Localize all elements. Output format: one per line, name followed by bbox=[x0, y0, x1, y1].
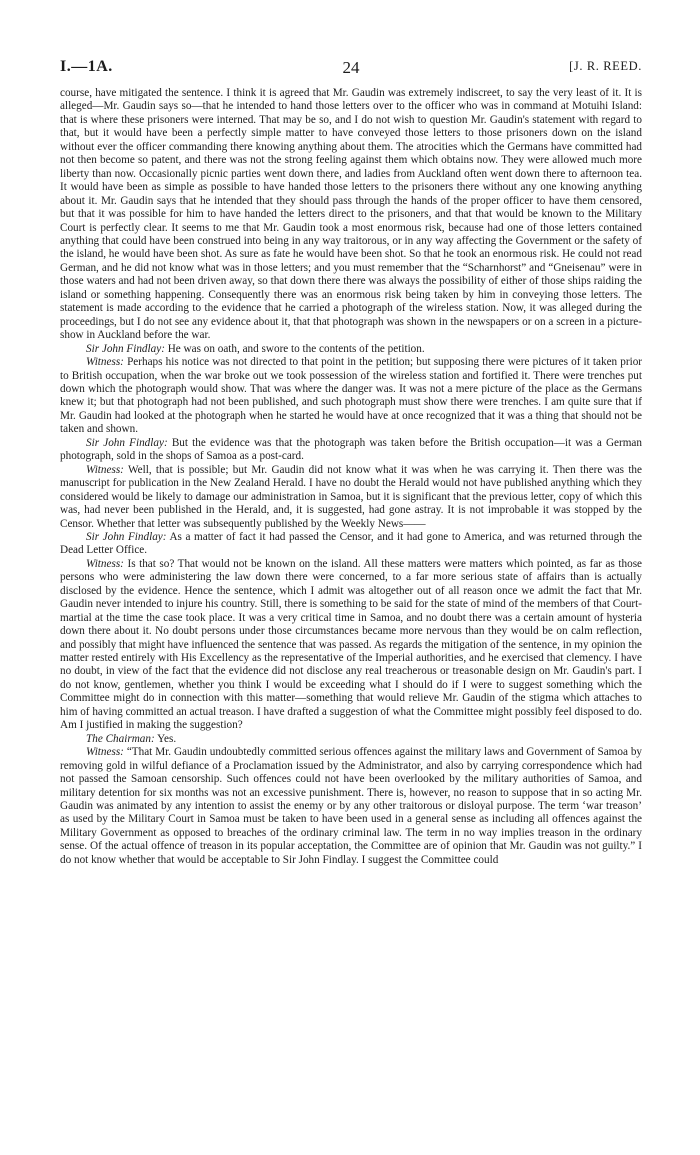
speaker-label: Witness: bbox=[86, 557, 124, 570]
speaker-name-header: [J. R. REED. bbox=[569, 59, 642, 73]
speaker-label: The Chairman: bbox=[86, 732, 155, 745]
paragraph bbox=[60, 746, 642, 867]
speaker-label: Sir John Findlay: bbox=[86, 530, 167, 543]
paragraph-text: Well, that is possible; but Mr. Gaudin did not know what it was when he was carrying it. Then there was the manuscript for publication in the New Zealand Herald. I have no doubt the Herald would not have published anything which they considered would be likely to damage our administration in Samoa, but it is significant that the previous letter, copy of which this was, had never been published in the Herald, and, it is suggested, had gone astray. It is not improbable it was stopped by the Censor. Whether that letter was subsequently published by the Weekly News—— bbox=[60, 463, 642, 530]
page-body bbox=[60, 87, 642, 867]
speaker-label: Sir John Findlay: bbox=[86, 436, 168, 449]
paragraph bbox=[60, 558, 642, 733]
speaker-label: Witness: bbox=[86, 463, 124, 476]
paragraph-text: But the evidence was that the photograph was taken before the British occupation—it was a German photograph, sold in the shops of Samoa as a post-card. bbox=[60, 436, 642, 463]
paragraph-text: “That Mr. Gaudin undoubtedly committed serious offences against the military laws and Government of Samoa by removing gold in wilful defiance of a Proclamation issued by the Administrator, and also by carrying correspondence which had not passed the Samoan censorship. Such offences could not have been overlooked by the military authorities of Samoa, and military detention for six months was not an excessive punishment. There is, however, no reason to suppose that in so acting Mr. Gaudin was animated by any intention to assist the enemy or by any other traitorous or disloyal purpose. The term ‘war treason’ as used by the Military Court in Samoa must be taken to have been used in a general sense as including all offences against the Military Government as opposed to breaches of the ordinary criminal law. The term in no way implies treason in the ordinary sense. Of the actual offence of treason in its popular acceptation, the Committee are of opinion that Mr. Gaudin was not guilty.” I do not know whether that would be acceptable to Sir John Findlay. I suggest the Committee could bbox=[60, 746, 643, 866]
page-number: 24 bbox=[342, 58, 360, 77]
paragraph bbox=[60, 531, 642, 558]
paragraph bbox=[60, 343, 642, 356]
paragraph-text: Yes. bbox=[157, 732, 177, 745]
paragraph-text: As a matter of fact it had passed the Censor, and it had gone to America, and was returned through the Dead Letter Office. bbox=[60, 530, 643, 557]
paragraph bbox=[60, 87, 642, 343]
document-reference: I.—1A. bbox=[60, 58, 113, 75]
paragraph-text: Is that so? That would not be known on the island. All these matters were matters which pointed, as far as those persons who were administering the law down there were concerned, to a far more serious state of affairs than is actually disclosed by the evidence. Hence the sentence, which I admit was altogether out of all reason once we admit the fact that Mr. Gaudin never intended to injure his country. Still, there is something to be said for the state of mind of the members of that Court-martial at the time the case took place. It was a very critical time in Samoa, and no doubt there was a certain amount of hysteria down there about it. No doubt persons under those circumstances became more nervous than they would be on calm reflection, and possibly that might have influenced the sentence that was passed. As regards the mitigation of the sentence, in my opinion the matter rested entirely with His Excellency as the representative of the Imperial authorities, and he exercised that clemency. I have no doubt, in view of the fact that the evidence did not disclose any real treacherous or treasonable design on Mr. Gaudin's part. I do not know, gentlemen, whether you think I would be exceeding what I should do if I were to suggest something which the Committee might do in connection with this matter—something that would relieve Mr. Gaudin of the stigma which attaches to him of having committed an actual treason. I have drafted a suggestion of what the Committee might possibly feel disposed to do. Am I justified in making the suggestion? bbox=[60, 557, 643, 732]
paragraph bbox=[60, 356, 642, 437]
speaker-label: Witness: bbox=[86, 356, 124, 369]
paragraph bbox=[60, 464, 642, 531]
speaker-label: Witness: bbox=[86, 746, 124, 759]
paragraph-text: He was on oath, and swore to the contents of the petition. bbox=[167, 342, 425, 355]
paragraph bbox=[60, 733, 642, 746]
paragraph-text: course, have mitigated the sentence. I think it is agreed that Mr. Gaudin was extremely indiscreet, to say the very least of it. It is alleged—Mr. Gaudin says so—that he intended to hand those letters over to the officer who was in command at Motuihi Island: that is where these prisoners were interned. That may be so, and I do not wish to question Mr. Gaudin's statement with regard to that, but it would have been a perfectly simple matter to have conveyed those letters to those prisoners down on the island without ever the officer commanding there knowing anything about them. The atrocities which the Germans have committed had not then become so patent, and there was not the strong feeling against them which obtains now. They were allowed much more liberty than now. Occasionally picnic parties went down there, and ladies from Auckland often went down there to afternoon tea. It would have been as simple as possible to have handed those letters to the prisoners there without any one knowing anything about it. Mr. Gaudin says that he intended that they should pass through the hands of the proper officer to have them censored, but that it was possible for him to have handed the letters direct to the prisoners, and that that would be known to the Military Court is perfectly clear. It seems to me that Mr. Gaudin took a most enormous risk, because had one of those letters contained anything that could have been construed into being in any way traitorous, or in any way affecting the Government or the safety of the island, he would have been shot. As sure as fate he would have been shot. So that he took an enormous risk. He could not read German, and he did not know what was in those letters; and you must remember that the “Scharnhorst” and “Gneisenau” were in those waters and had not been driven away, so that down there there was always the possibility of either of those ships raiding the island or something happening. Consequently there was an enormous risk being taken by him in conveying those letters. The statement is made according to the evidence that he carried a photograph of the wireless station. Now, it was alleged during the proceedings, but I do not see any evidence about it, that that photograph was shown in the newspapers or on a screen in a picture-show in Auckland before the war. bbox=[60, 87, 642, 342]
page-header bbox=[60, 58, 642, 80]
paragraph bbox=[60, 437, 642, 464]
paragraph-text: Perhaps his notice was not directed to that point in the petition; but supposing there were pictures of it taken prior to British occupation, when the war broke out we took possession of the wireless station and fortified it. There were trenches put down which the photograph would show. That was where the danger was. It was not a mere picture of the place as the Germans knew it; but that photograph had not been published, and such photograph must show there were trenches. I am quite sure that if Mr. Gaudin had looked at the photograph when he started he would have at once recognized that it was a thing that should not be taken and shown. bbox=[60, 356, 643, 436]
speaker-label: Sir John Findlay: bbox=[86, 342, 165, 355]
